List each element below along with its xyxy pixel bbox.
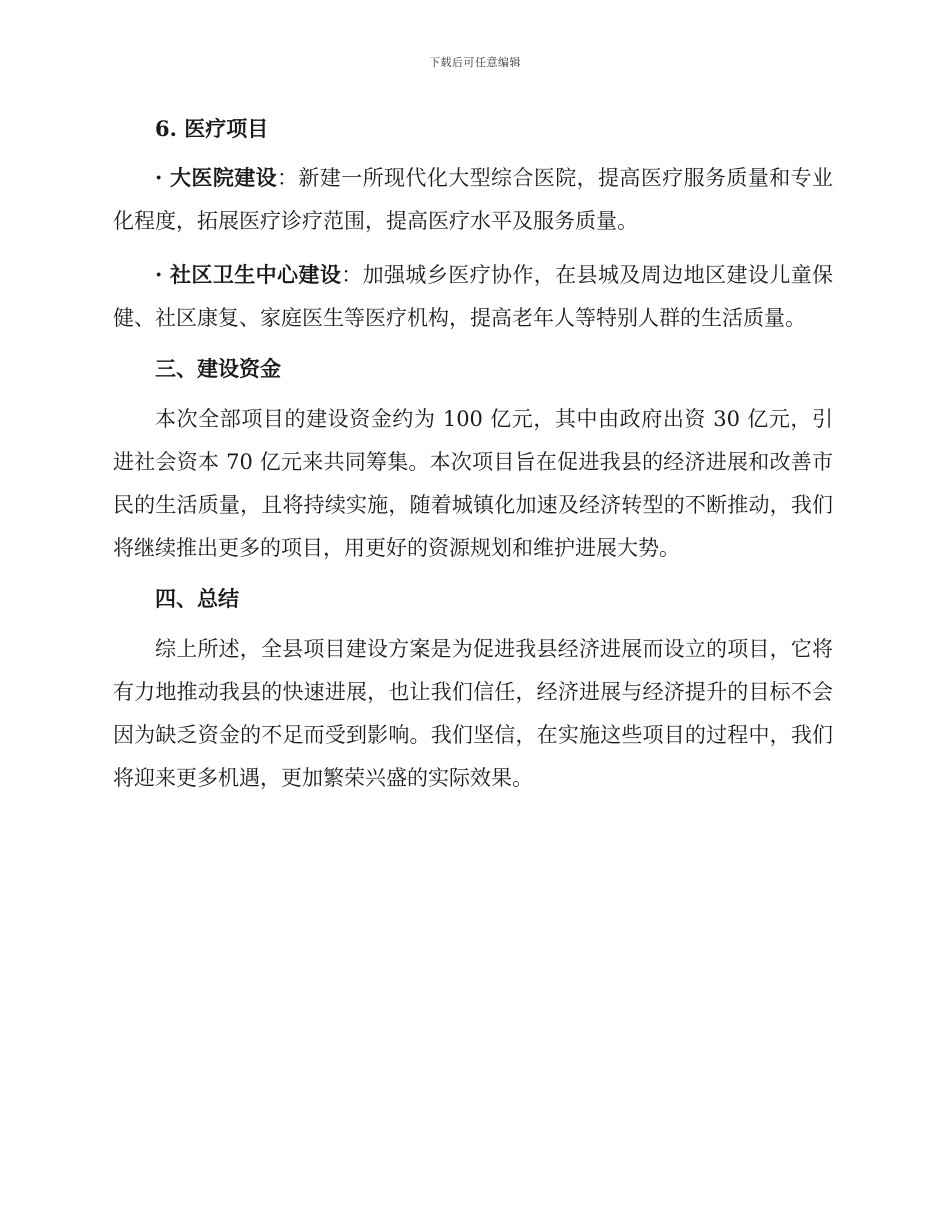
- medical-item-community: [113, 253, 833, 340]
- funding-paragraph: 本次全部项目的建设资金约为 100 亿元，其中由政府出资 30 亿元，引进社会资本 70 亿元来共同筹集。本次项目旨在促进我县的经济进展和改善市民的生活质量，且将持续实施，随着城镇化加速及经济转型的不断推动，我们将继续推出更多的项目，用更好的资源规划和维护进展大势。: [113, 407, 833, 560]
- medical-item-hospital-text: ：新建一所现代化大型综合医院，提高医疗服务质量和专业化程度，拓展医疗诊疗范围，提高医疗水平及服务质量。: [113, 166, 834, 233]
- medical-item-community-lead: · 社区卫生中心建设: [155, 262, 342, 287]
- medical-item-community-text: ：加强城乡医疗协作，在县城及周边地区建设儿童保健、社区康复、家庭医生等医疗机构，提高老年人等特别人群的生活质量。: [113, 263, 833, 330]
- summary-paragraph: 综上所述，全县项目建设方案是为促进我县经济进展而设立的项目，它将有力地推动我县的快速进展，也让我们信任，经济进展与经济提升的目标不会因为缺乏资金的不足而受到影响。我们坚信，在实施这些项目的过程中，我们将迎来更多机遇，更加繁荣兴盛的实际效果。: [113, 637, 833, 790]
- section-heading-summary: 四、总结: [155, 586, 239, 611]
- section-heading-funding: 三、建设资金: [155, 356, 281, 381]
- section-heading-medical: 6. 医疗项目: [155, 116, 269, 141]
- document-body: [113, 110, 833, 800]
- medical-item-hospital-lead: · 大医院建设: [155, 165, 278, 190]
- medical-item-hospital: [113, 156, 833, 243]
- page-header: 下载后可任意编辑: [429, 56, 521, 69]
